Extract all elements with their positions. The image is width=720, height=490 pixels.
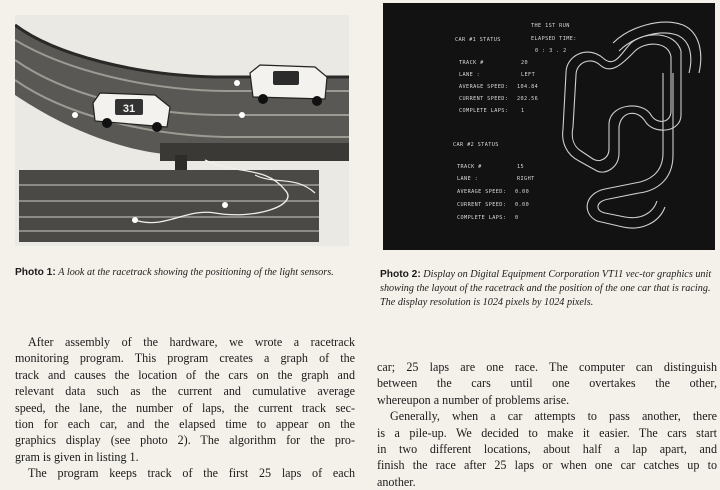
body-column-right	[377, 359, 717, 490]
car2-laps-value: 0	[515, 215, 519, 221]
vector-display-screen	[383, 3, 715, 250]
car1-current-speed-label: CURRENT SPEED:	[459, 96, 509, 102]
car2-current-speed-value: 0.00	[515, 202, 530, 208]
photo2-caption	[380, 268, 716, 310]
car1-lane-label: LANE :	[459, 72, 481, 78]
photo2-caption-text: Display on Digital Equipment Corporation VT11 vec-tor graphics unit showing the layout of the racetrack and the position of the one car that is racing. The display resolution is 1024 pixels by 1024 pixels.	[380, 269, 712, 308]
text-line: speed, the lane, the number of laps, the current track sec-	[15, 400, 355, 415]
text-line: track and causes the location of the cars on the graph and	[15, 367, 355, 382]
car2-track-label: TRACK #	[457, 164, 482, 170]
text-line: After assembly of the hardware, we wrote a racetrack	[28, 335, 355, 349]
car1-avg-speed-label: AVERAGE SPEED:	[459, 84, 509, 90]
photo-vector-display	[383, 3, 715, 250]
car2-lane-value: RIGHT	[517, 176, 535, 182]
text-line: is a pile-up. We decided to make it easier. The cars start	[377, 425, 717, 440]
photo1-caption	[15, 266, 360, 280]
car1-status-heading: CAR #1 STATUS	[455, 37, 501, 43]
text-line: tion for each car, and the elapsed time to appear on the	[15, 417, 355, 432]
text-line: between the cars until one overtakes the other,	[377, 376, 717, 391]
car1-current-speed-value: 202.56	[517, 96, 539, 102]
elapsed-time-label: ELAPSED TIME:	[531, 36, 577, 42]
car2-lane-label: LANE :	[457, 176, 479, 182]
photo1-caption-text: A look at the racetrack showing the positioning of the light sensors.	[58, 267, 334, 278]
photo-racetrack	[15, 15, 349, 246]
screen-title: THE 1ST RUN	[531, 23, 570, 29]
car1-laps-label: COMPLETE LAPS:	[459, 108, 509, 114]
text-line: gram is given in listing 1.	[15, 449, 139, 464]
car-number: 31	[122, 103, 136, 115]
car1-laps-value: 1	[521, 108, 525, 114]
text-line: The program keeps track of the first 25 laps of each	[28, 466, 355, 481]
car2-current-speed-label: CURRENT SPEED:	[457, 202, 507, 208]
car1-lane-value: LEFT	[521, 72, 536, 78]
car1-avg-speed-value: 104.84	[517, 84, 539, 90]
text-line: graphics display (see photo 2). The algorithm for the pro-	[15, 433, 355, 448]
car2-avg-speed-label: AVERAGE SPEED:	[457, 189, 507, 195]
elapsed-time-value: 0 : 3 . 2	[535, 48, 567, 54]
text-line: monitoring program. This program creates a graph of the	[15, 351, 355, 366]
text-line: car; 25 laps are one race. The computer can distinguish	[377, 360, 717, 374]
text-line: whereupon a number of problems arise.	[377, 392, 570, 407]
body-column-left	[15, 334, 355, 482]
text-line: in two different locations, about half a lap apart, and	[377, 442, 717, 457]
car1-track-label: TRACK #	[459, 60, 484, 66]
text-line: finish the race after 25 laps or when one car catches up to	[377, 458, 717, 473]
racetrack-photo-illustration	[15, 15, 349, 246]
text-line: another.	[377, 474, 416, 489]
car2-laps-label: COMPLETE LAPS:	[457, 215, 507, 221]
car1-track-value: 20	[521, 60, 529, 66]
photo1-caption-label: Photo 1:	[15, 267, 56, 278]
car2-track-value: 15	[517, 164, 525, 170]
photo2-caption-label: Photo 2:	[380, 269, 421, 280]
text-line: relevant data such as the current and cumulative average	[15, 384, 355, 399]
car2-avg-speed-value: 0.00	[515, 189, 530, 195]
text-line: Generally, when a car attempts to pass another, there	[390, 409, 717, 424]
car2-status-heading: CAR #2 STATUS	[453, 142, 499, 148]
